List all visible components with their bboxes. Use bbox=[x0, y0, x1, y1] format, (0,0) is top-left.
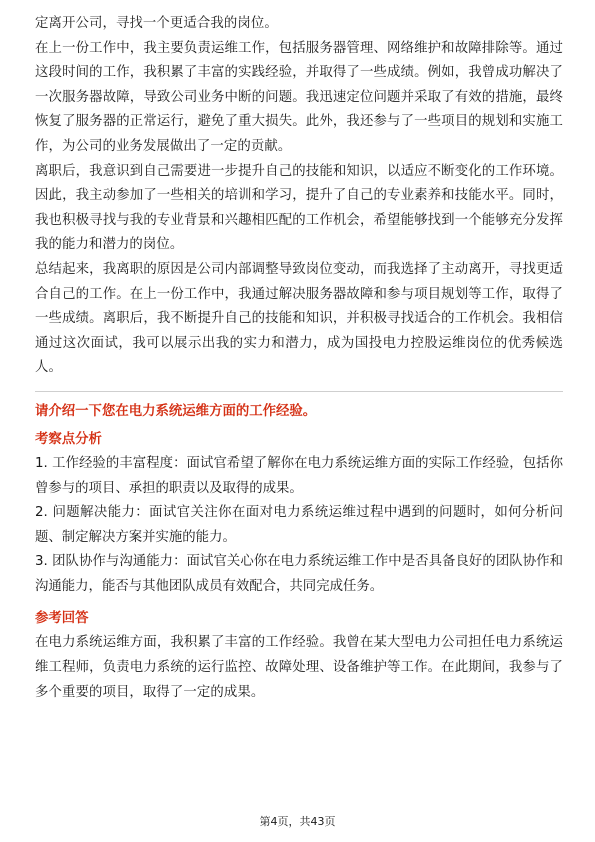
section-divider bbox=[35, 391, 563, 392]
question-heading: 请介绍一下您在电力系统运维方面的工作经验。 bbox=[35, 403, 317, 419]
body-paragraph: 在上一份工作中，我主要负责运维工作，包括服务器管理、网络维护和故障排除等。通过这段时间的工作，我积累了丰富的实践经验，并取得了一些成绩。例如，我曾成功解决了一次服务器故障，导致公司业务中断的问题。我迅速定位问题并采取了有效的措施，最终恢复了服务器的正常运行，避免了重大损失。此外，我还参与了一些项目的规划和实施工作，为公司的业务发展做出了一定的贡献。 bbox=[35, 40, 563, 154]
body-paragraph: 总结起来，我离职的原因是公司内部调整导致岗位变动，而我选择了主动离开，寻找更适合自己的工作。在上一份工作中，我通过解决服务器故障和参与项目规划等工作，取得了一些成绩。离职后，我不断提升自己的技能和知识，并积极寻找适合的工作机会。我相信通过这次面试，我可以展示出我的实力和潜力，成为国投电力控股运维岗位的优秀候选人。 bbox=[35, 261, 563, 376]
body-paragraph: 离职后，我意识到自己需要进一步提升自己的技能和知识，以适应不断变化的工作环境。因此，我主动参加了一些相关的培训和学习，提升了自己的专业素养和技能水平。同时，我也积极寻找与我的专业背景和兴趣相匹配的工作机会，希望能够找到一个能够充分发挥我的能力和潜力的岗位。 bbox=[35, 163, 563, 253]
analysis-heading: 考察点分析 bbox=[35, 431, 102, 447]
spacer bbox=[35, 599, 563, 607]
body-paragraph: 定离开公司，寻找一个更适合我的岗位。 bbox=[35, 16, 278, 31]
answer-paragraph: 在电力系统运维方面，我积累了丰富的工作经验。我曾在某大型电力公司担任电力系统运维工程师，负责电力系统的运行监控、故障处理、设备维护等工作。在此期间，我参与了多个重要的项目，取得了一定的成果。 bbox=[35, 635, 563, 700]
analysis-item: 2. 问题解决能力：面试官关注你在面对电力系统运维过程中遇到的问题时，如何分析问题、制定解决方案并实施的能力。 bbox=[35, 505, 563, 545]
answer-heading: 参考回答 bbox=[35, 611, 89, 627]
analysis-item: 1. 工作经验的丰富程度：面试官希望了解你在电力系统运维方面的实际工作经验，包括你曾参与的项目、承担的职责以及取得的成果。 bbox=[35, 455, 563, 496]
analysis-item: 3. 团队协作与沟通能力：面试官关心你在电力系统运维工作中是否具备良好的团队协作和沟通能力，能否与其他团队成员有效配合，共同完成任务。 bbox=[35, 554, 563, 594]
page-number: 第4页，共43页 bbox=[259, 815, 336, 828]
document-page bbox=[35, 12, 563, 705]
